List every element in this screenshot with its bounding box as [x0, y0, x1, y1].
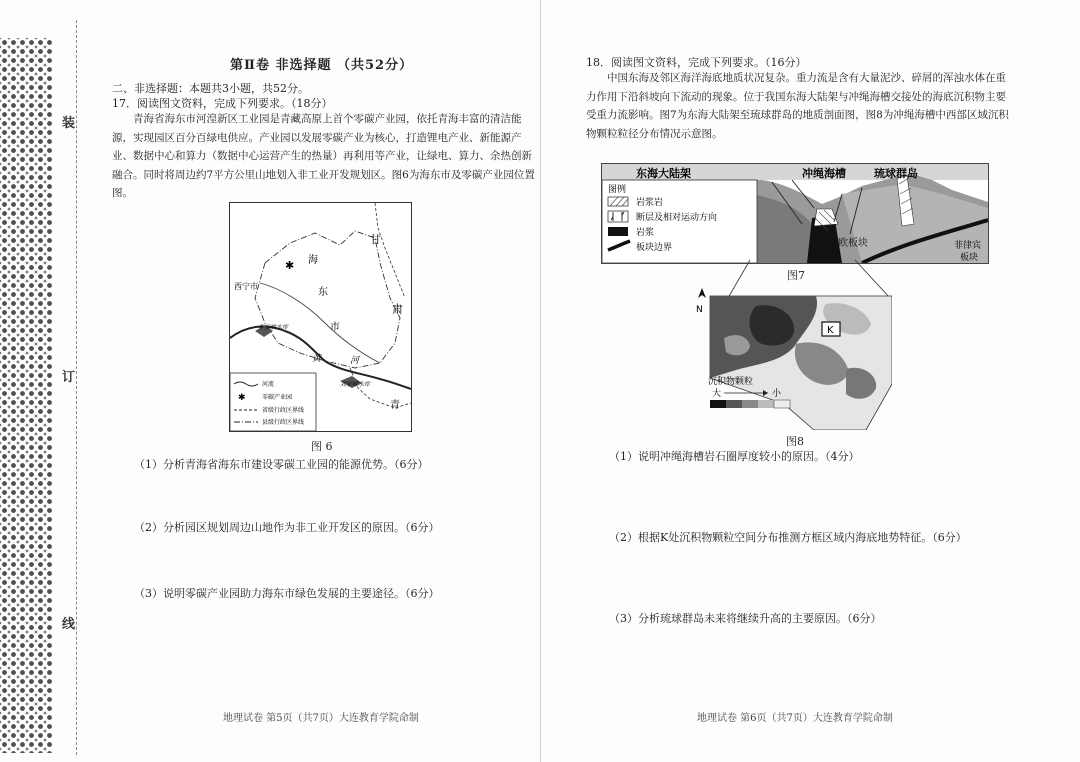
fig7-label-eurasian: 亚欧板块 — [828, 238, 868, 249]
binding-char-ding: 订 — [62, 370, 76, 385]
q17-heading: 17．阅读图文资料，完成下列要求。（18分） — [112, 97, 333, 110]
map-label-liujiaxia: 刘家峡水库 — [340, 381, 371, 388]
fig7-label-philippine: 菲律宾 — [954, 241, 982, 251]
q17-1: （1）分析青海省海东市建设零碳工业园的能源优势。（6分） — [134, 458, 429, 471]
right-footer: 地理试卷 第6页（共7页）大连教育学院命制 — [697, 713, 893, 724]
left-footer: 地理试卷 第5页（共7页）大连教育学院命制 — [223, 713, 419, 724]
legend-province-line: 省级行政区界线 — [262, 407, 305, 414]
binding-margin-pattern — [0, 38, 52, 753]
map-label-he: 河 — [350, 356, 360, 366]
fig7-label-plate: 板块 — [960, 253, 979, 263]
q17-2: （2）分析园区规划周边山地作为非工业开发区的原因。（6分） — [134, 521, 440, 534]
map-label-dong: 东 — [318, 287, 328, 298]
figure-6-map — [229, 202, 412, 432]
fig8-k-label: K — [827, 325, 834, 336]
fig7-label-ryukyu: 琉球群岛 — [874, 167, 918, 180]
q17-paragraph: 青海省海东市河湟新区工业园是青藏高原上首个零碳产业园，依托青海丰富的清洁能源，实现园区百分百绿电供应。产业园以发展零碳产业为核心，打造锂电产业、新能源产业、数据中心和算力（数据中心运营产生的热量）再利用等产业，让绿电、算力、余热创新融合。同时将周边约7平方公里山地划入非工业开发规划区。图6为海东市及零碳产业园位置图。 — [112, 113, 535, 200]
map-label-lijiaxia: 李家峡水库 — [258, 324, 289, 331]
figure-8-caption: 图8 — [786, 435, 804, 448]
fig8-legend-title: 沉积物颗粒 — [708, 377, 754, 387]
q17-3: （3）说明零碳产业园助力海东市绿色发展的主要途径。（6分） — [134, 587, 440, 600]
fig7-label-trough: 冲绳海槽 — [802, 167, 846, 180]
binding-char-xian: 线 — [62, 617, 76, 632]
zero-carbon-park-marker-icon: ✱ — [285, 259, 295, 272]
binding-line — [76, 20, 77, 755]
q18-3: （3）分析琉球群岛未来将继续升高的主要原因。（6分） — [609, 612, 882, 625]
fig8-legend-small: 小 — [772, 389, 782, 399]
q18-heading: 18．阅读图文资料，完成下列要求。（16分） — [586, 56, 807, 69]
legend-park: 零碳产业园 — [262, 394, 293, 401]
north-arrow-icon — [698, 288, 706, 298]
map-label-shi: 市 — [330, 322, 340, 333]
page-divider — [540, 0, 541, 762]
fig8-north-label: N — [696, 305, 703, 315]
map-label-huang: 黄 — [312, 354, 322, 364]
map-label-qing: 青 — [390, 400, 400, 411]
fig7-legend-magma: 岩浆 — [636, 228, 655, 238]
q18-paragraph: 中国东海及邻区海洋海底地质状况复杂。重力流是含有大量泥沙、碎屑的浑浊水体在重力作用下沿斜坡向下流动的现象。位于我国东海大陆架与冲绳海槽交接处的海底沉积物主要受重力流影响。图7为东海大陆架至琉球群岛的地质剖面图，图8为冲绳海槽中西部区域沉积物颗粒粒径分布情况示意图。 — [586, 72, 1009, 140]
figure-8-map — [696, 284, 892, 430]
q18-1: （1）说明冲绳海槽岩石圈厚度较小的原因。（4分） — [609, 450, 860, 463]
q18-2: （2）根据K处沉积物颗粒空间分布推测方框区域内海底地势特征。（6分） — [609, 531, 967, 544]
figure-6-caption: 图 6 — [311, 440, 333, 453]
fig7-label-shelf: 东海大陆架 — [636, 167, 691, 180]
fig8-legend-big: 大 — [712, 389, 722, 399]
map-label-xining: 西宁市 — [234, 282, 258, 291]
map-label-hai: 海 — [308, 255, 318, 266]
fig7-legend-title: 图例 — [608, 185, 627, 195]
map-label-su: 肃 — [392, 303, 403, 316]
map-label-gan: 甘 — [370, 233, 381, 246]
fig7-legend-fault: 断层及相对运动方向 — [636, 213, 718, 223]
legend-park-icon: ✱ — [238, 393, 246, 403]
figure-7-section — [601, 163, 989, 264]
figure-7-caption: 图7 — [787, 269, 805, 282]
legend-county-line: 县级行政区界线 — [262, 419, 305, 426]
legend-river: 河流 — [262, 381, 275, 388]
fig7-legend-igneous: 岩浆岩 — [636, 198, 664, 208]
binding-char-zhuang: 装 — [62, 116, 76, 131]
section-note: 二、非选择题：本题共3小题，共52分。 — [112, 82, 309, 95]
section-title: 第Ⅱ卷 非选择题 （共52分） — [230, 58, 414, 73]
fig7-legend-plate-boundary: 板块边界 — [636, 243, 673, 253]
